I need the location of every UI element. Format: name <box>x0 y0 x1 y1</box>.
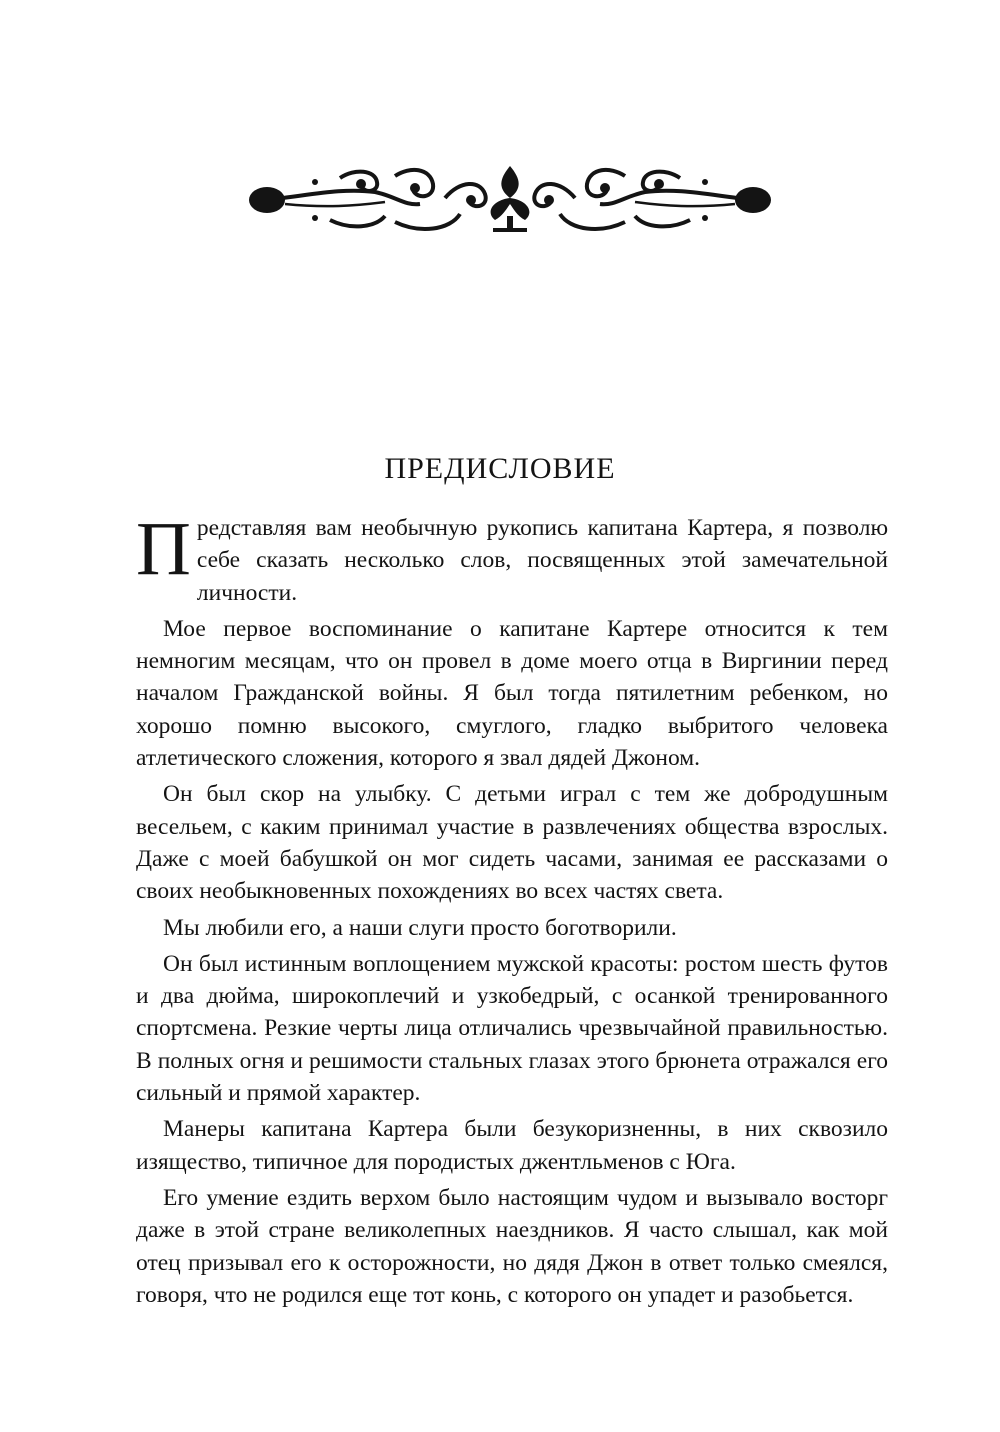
paragraph-4: Мы любили его, а наши слуги просто боготворили. <box>163 914 677 941</box>
paragraph-1-text: редставляя вам необычную рукопись капитана Картера, я позволю себе сказать несколько слов, посвященных этой замечательной личности. <box>196 515 888 606</box>
paragraph-7: Его умение ездить верхом было настоящим чудом и вызывало восторг даже в этой стране великолепных наездников. Я часто слышал, как мой отец призывал его к осторожности, но дядя Джон в ответ только смеялся, говоря, что не родился еще тот конь, с которого он упадет и разобьется. <box>136 1184 888 1308</box>
decorative-ornament-icon <box>245 158 775 240</box>
paragraph-5: Он был истинным воплощением мужской красоты: ростом шесть футов и два дюйма, широкоплечий и узкобедрый, с осанкой тренированного спортсмена. Резкие черты лица отличались чрезвычайной правильностью. В полных огня и решимости стальных глазах этого брюнета отражался его сильный и прямой характер. <box>136 950 888 1107</box>
chapter-title: ПРЕДИСЛОВИЕ <box>384 452 616 485</box>
paragraph-2: Мое первое воспоминание о капитане Картере относится к тем немногим месяцам, что он провел в доме моего отца в Виргинии перед началом Гражданской войны. Я был тогда пятилетним ребенком, но хорошо помню высокого, смуглого, гладко выбритого человека атлетического сложения, которого я звал дядей Джоном. <box>136 615 888 772</box>
paragraph-3: Он был скор на улыбку. С детьми играл с тем же добродушным весельем, с каким принимал участие в развлечениях общества взрослых. Даже с моей бабушкой он мог сидеть часами, занимая ее рассказами о своих необыкновенных похождениях во всех частях света. <box>136 781 888 905</box>
drop-cap: П <box>136 507 191 591</box>
body-text <box>136 507 888 1315</box>
paragraph-1 <box>136 507 888 609</box>
paragraph-6: Манеры капитана Картера были безукоризненны, в них сквозило изящество, типичное для породистых джентльменов с Юга. <box>136 1116 888 1175</box>
